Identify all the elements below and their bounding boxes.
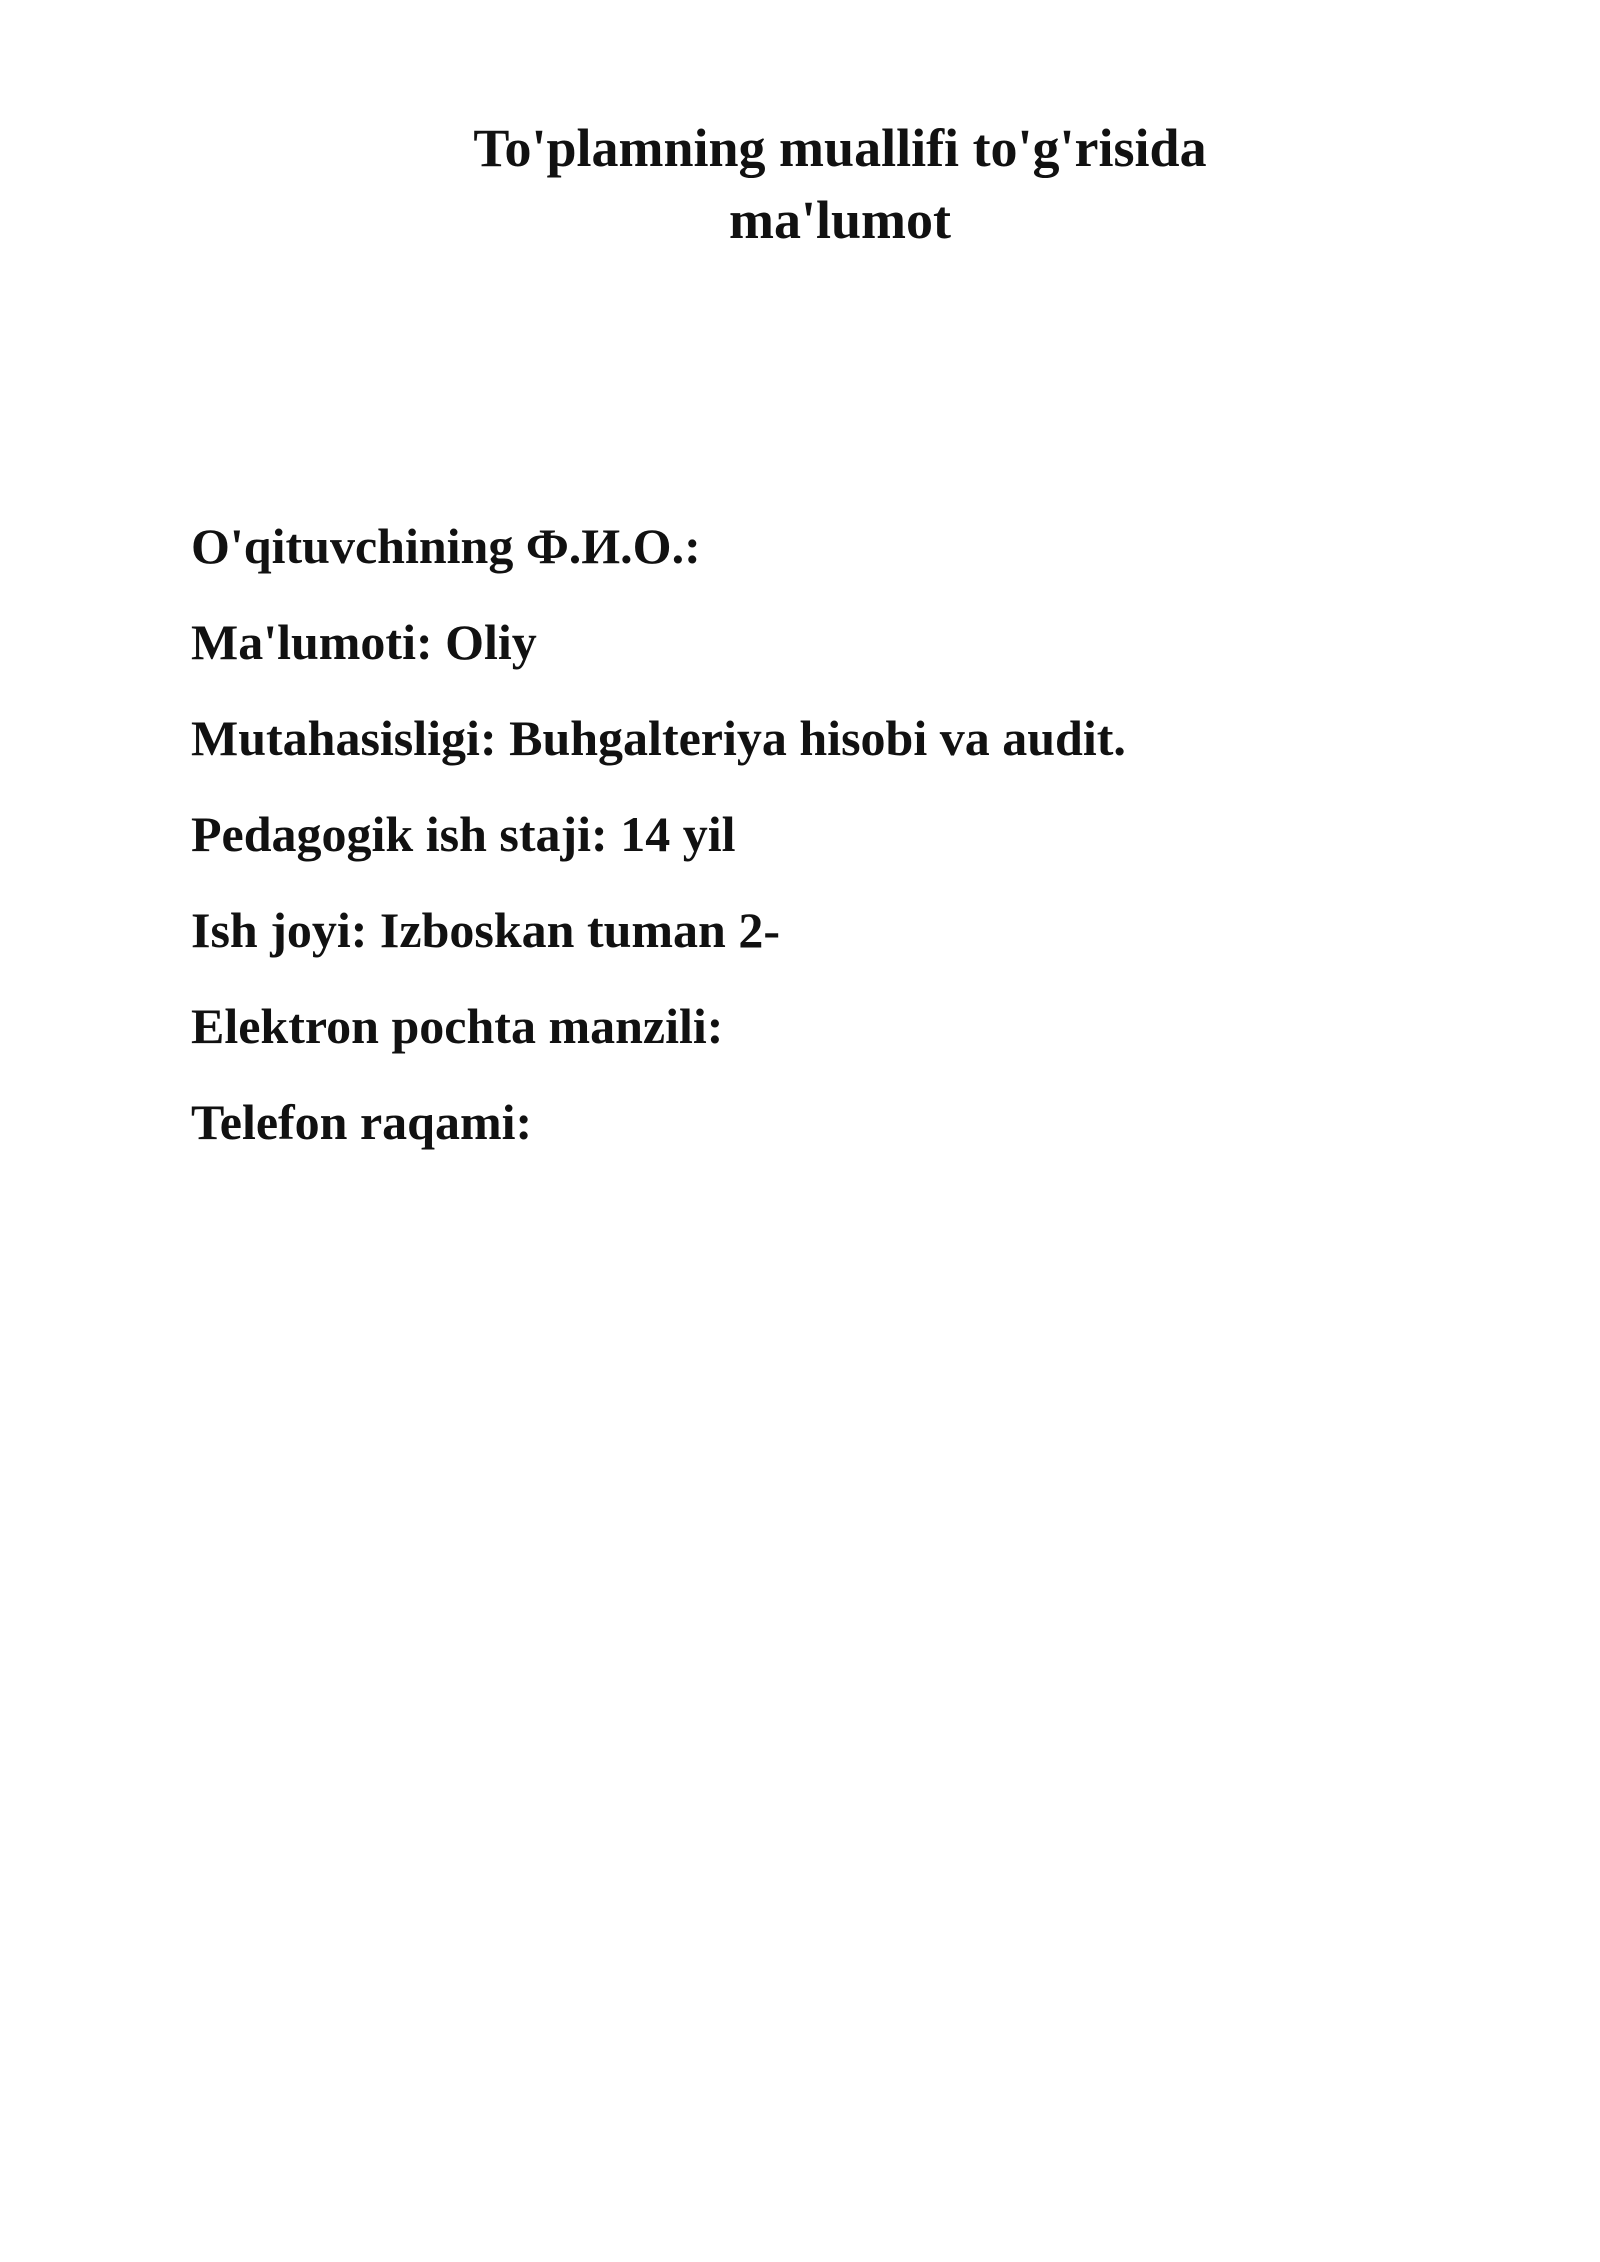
field-phone: Telefon raqami: bbox=[191, 1094, 533, 1150]
title-line-2: ma'lumot bbox=[729, 190, 951, 250]
author-info-list bbox=[191, 498, 1491, 1170]
document-title bbox=[0, 112, 1600, 256]
field-education: Ma'lumoti: Oliy bbox=[191, 614, 537, 670]
field-specialty: Mutahasisligi: Buhgalteriya hisobi va audit. bbox=[191, 710, 1126, 766]
field-email: Elektron pochta manzili: bbox=[191, 998, 724, 1054]
field-workplace: Ish joyi: Izboskan tuman 2- bbox=[191, 902, 781, 958]
field-teacher-name: O'qituvchining Ф.И.О.: bbox=[191, 518, 701, 574]
title-line-1: To'plamning muallifi to'g'risida bbox=[473, 118, 1207, 178]
field-teaching-experience: Pedagogik ish staji: 14 yil bbox=[191, 806, 736, 862]
